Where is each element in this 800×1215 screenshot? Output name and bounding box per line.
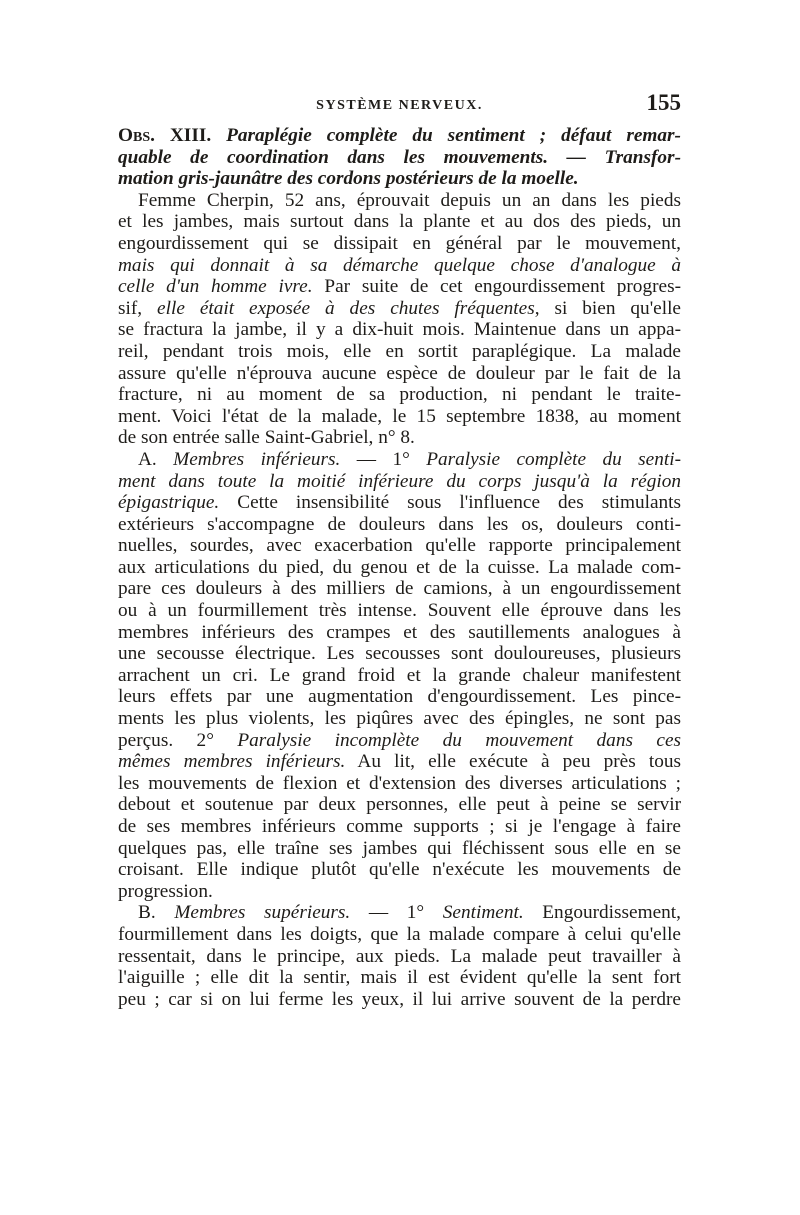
text-line: l'aiguille ; elle dit la sentir, mais il est évident qu'elle la sent fort	[118, 967, 681, 989]
italic-phrase: Paralysie complète du senti-	[426, 448, 681, 470]
text-fragment: Par suite de cet engourdissement progres-	[312, 276, 681, 298]
text-fragment: sif,	[118, 297, 158, 319]
text-line: quelques pas, elle traîne ses jambes qui fléchissent sous elle en se	[118, 837, 681, 859]
text-fragment: perçus. 2°	[118, 729, 238, 751]
text-line: une secousse électrique. Les secousses sont douloureuses, plusieurs	[118, 643, 681, 665]
text-line: de son entrée salle Saint-Gabriel, n° 8.	[118, 427, 415, 449]
text-line	[118, 298, 681, 320]
text-fragment: Au lit, elle exécute à peu près tous	[345, 751, 681, 773]
text-fragment: Engourdissement,	[523, 902, 681, 924]
section-heading: Membres inférieurs.	[173, 448, 341, 470]
page-header	[118, 90, 681, 120]
text-line: ment. Voici l'état de la malade, le 15 septembre 1838, au moment	[118, 405, 681, 427]
italic-phrase: mêmes membres inférieurs.	[118, 751, 346, 773]
text-line: pare ces douleurs à des milliers de camions, à un engourdissement	[118, 578, 681, 600]
page-number: 155	[646, 90, 681, 115]
italic-phrase: Paralysie incomplète du mouvement dans ces	[237, 729, 681, 751]
text-line	[118, 492, 681, 514]
text-line: aux articulations du pied, du genou et de la cuisse. La malade com-	[118, 556, 681, 578]
text-fragment: Cette insensibilité sous l'influence des stimulants	[219, 492, 681, 514]
text-line: ou à un fourmillement très intense. Souvent elle éprouve dans les	[118, 600, 681, 622]
italic-phrase: épigastrique.	[118, 492, 220, 514]
body-text	[118, 125, 681, 1010]
text-line	[118, 276, 681, 298]
observation-heading-line	[118, 125, 681, 147]
text-line	[118, 751, 681, 773]
text-line: et les jambes, mais surtout dans la plante et au dos des pieds, un	[118, 211, 681, 233]
text-line: debout et soutenue par deux personnes, elle peut à peine se servir	[118, 794, 681, 816]
text-fragment: — 1°	[340, 448, 427, 470]
text-line: fracture, ni au moment de sa production, ni pendant le traite-	[118, 384, 681, 406]
text-line	[118, 471, 681, 493]
text-line: ments les plus violents, les piqûres avec des épingles, ne sont pas	[118, 708, 681, 730]
text-line: de ses membres inférieurs comme supports ; si je l'engage à faire	[118, 816, 681, 837]
text-line	[118, 730, 681, 752]
text-line: ressentait, dans le principe, aux pieds. La malade peut travailler à	[118, 945, 681, 967]
text-line	[118, 255, 681, 277]
text-line: Femme Cherpin, 52 ans, éprouvait depuis un an dans les pieds	[138, 189, 681, 211]
running-title: SYSTÈME NERVEUX.	[316, 98, 483, 113]
text-line: reil, pendant trois mois, elle en sortit paraplégique. La malade	[118, 340, 681, 362]
section-letter: B.	[138, 902, 175, 924]
italic-phrase: elle était exposée à des chutes fréquentes	[157, 297, 535, 319]
text-line: extérieurs s'accompagne de douleurs dans les os, douleurs conti-	[118, 513, 681, 535]
text-line: assure qu'elle n'éprouva aucune espèce de douleur par le fait de la	[118, 362, 681, 384]
section-letter: A.	[138, 448, 174, 470]
italic-phrase: Sentiment.	[442, 902, 524, 924]
text-fragment: — 1°	[350, 902, 443, 924]
text-line: se fractura la jambe, il y a dix-huit mois. Maintenue dans un appa-	[118, 319, 681, 341]
text-line: membres inférieurs des crampes et des sautillements analogues à	[118, 621, 681, 643]
text-line: arrachent un cri. Le grand froid et la grande chaleur manifestent	[118, 664, 681, 686]
text-line: leurs effets par une augmentation d'engourdissement. Les pince-	[118, 686, 681, 708]
text-line: les mouvements de flexion et d'extension des diverses articulations ;	[118, 772, 681, 794]
italic-phrase: mais qui donnait à sa démarche quelque chose d'analogue à	[118, 254, 681, 276]
observation-title-line: mation gris-jaunâtre des cordons postérieurs de la moelle.	[118, 168, 579, 190]
text-line	[118, 449, 681, 471]
text-line: croisant. Elle indique plutôt qu'elle n'exécute les mouvements de	[118, 859, 681, 881]
text-line: progression.	[118, 880, 213, 902]
italic-phrase: celle d'un homme ivre.	[118, 276, 313, 298]
observation-title-line: Paraplégie complète du sentiment ; défaut remar-	[226, 125, 681, 146]
observation-label: Obs. XIII.	[118, 125, 212, 146]
text-line: peu ; car si on lui ferme les yeux, il lui arrive souvent de la perdre	[118, 988, 681, 1010]
text-fragment: , si bien qu'elle	[534, 297, 681, 319]
observation-title-line: quable de coordination dans les mouvements. — Transfor-	[118, 146, 681, 168]
section-heading: Membres supérieurs.	[174, 902, 351, 924]
text-line: fourmillement dans les doigts, que la malade compare à celui qu'elle	[118, 923, 681, 945]
italic-phrase: ment dans toute la moitié inférieure du corps jusqu'à la région	[118, 470, 681, 492]
text-line	[118, 902, 681, 924]
text-line: nuelles, sourdes, avec exacerbation qu'elle rapporte principalement	[118, 535, 681, 557]
text-line: engourdissement qui se dissipait en général par le mouvement,	[118, 232, 681, 254]
